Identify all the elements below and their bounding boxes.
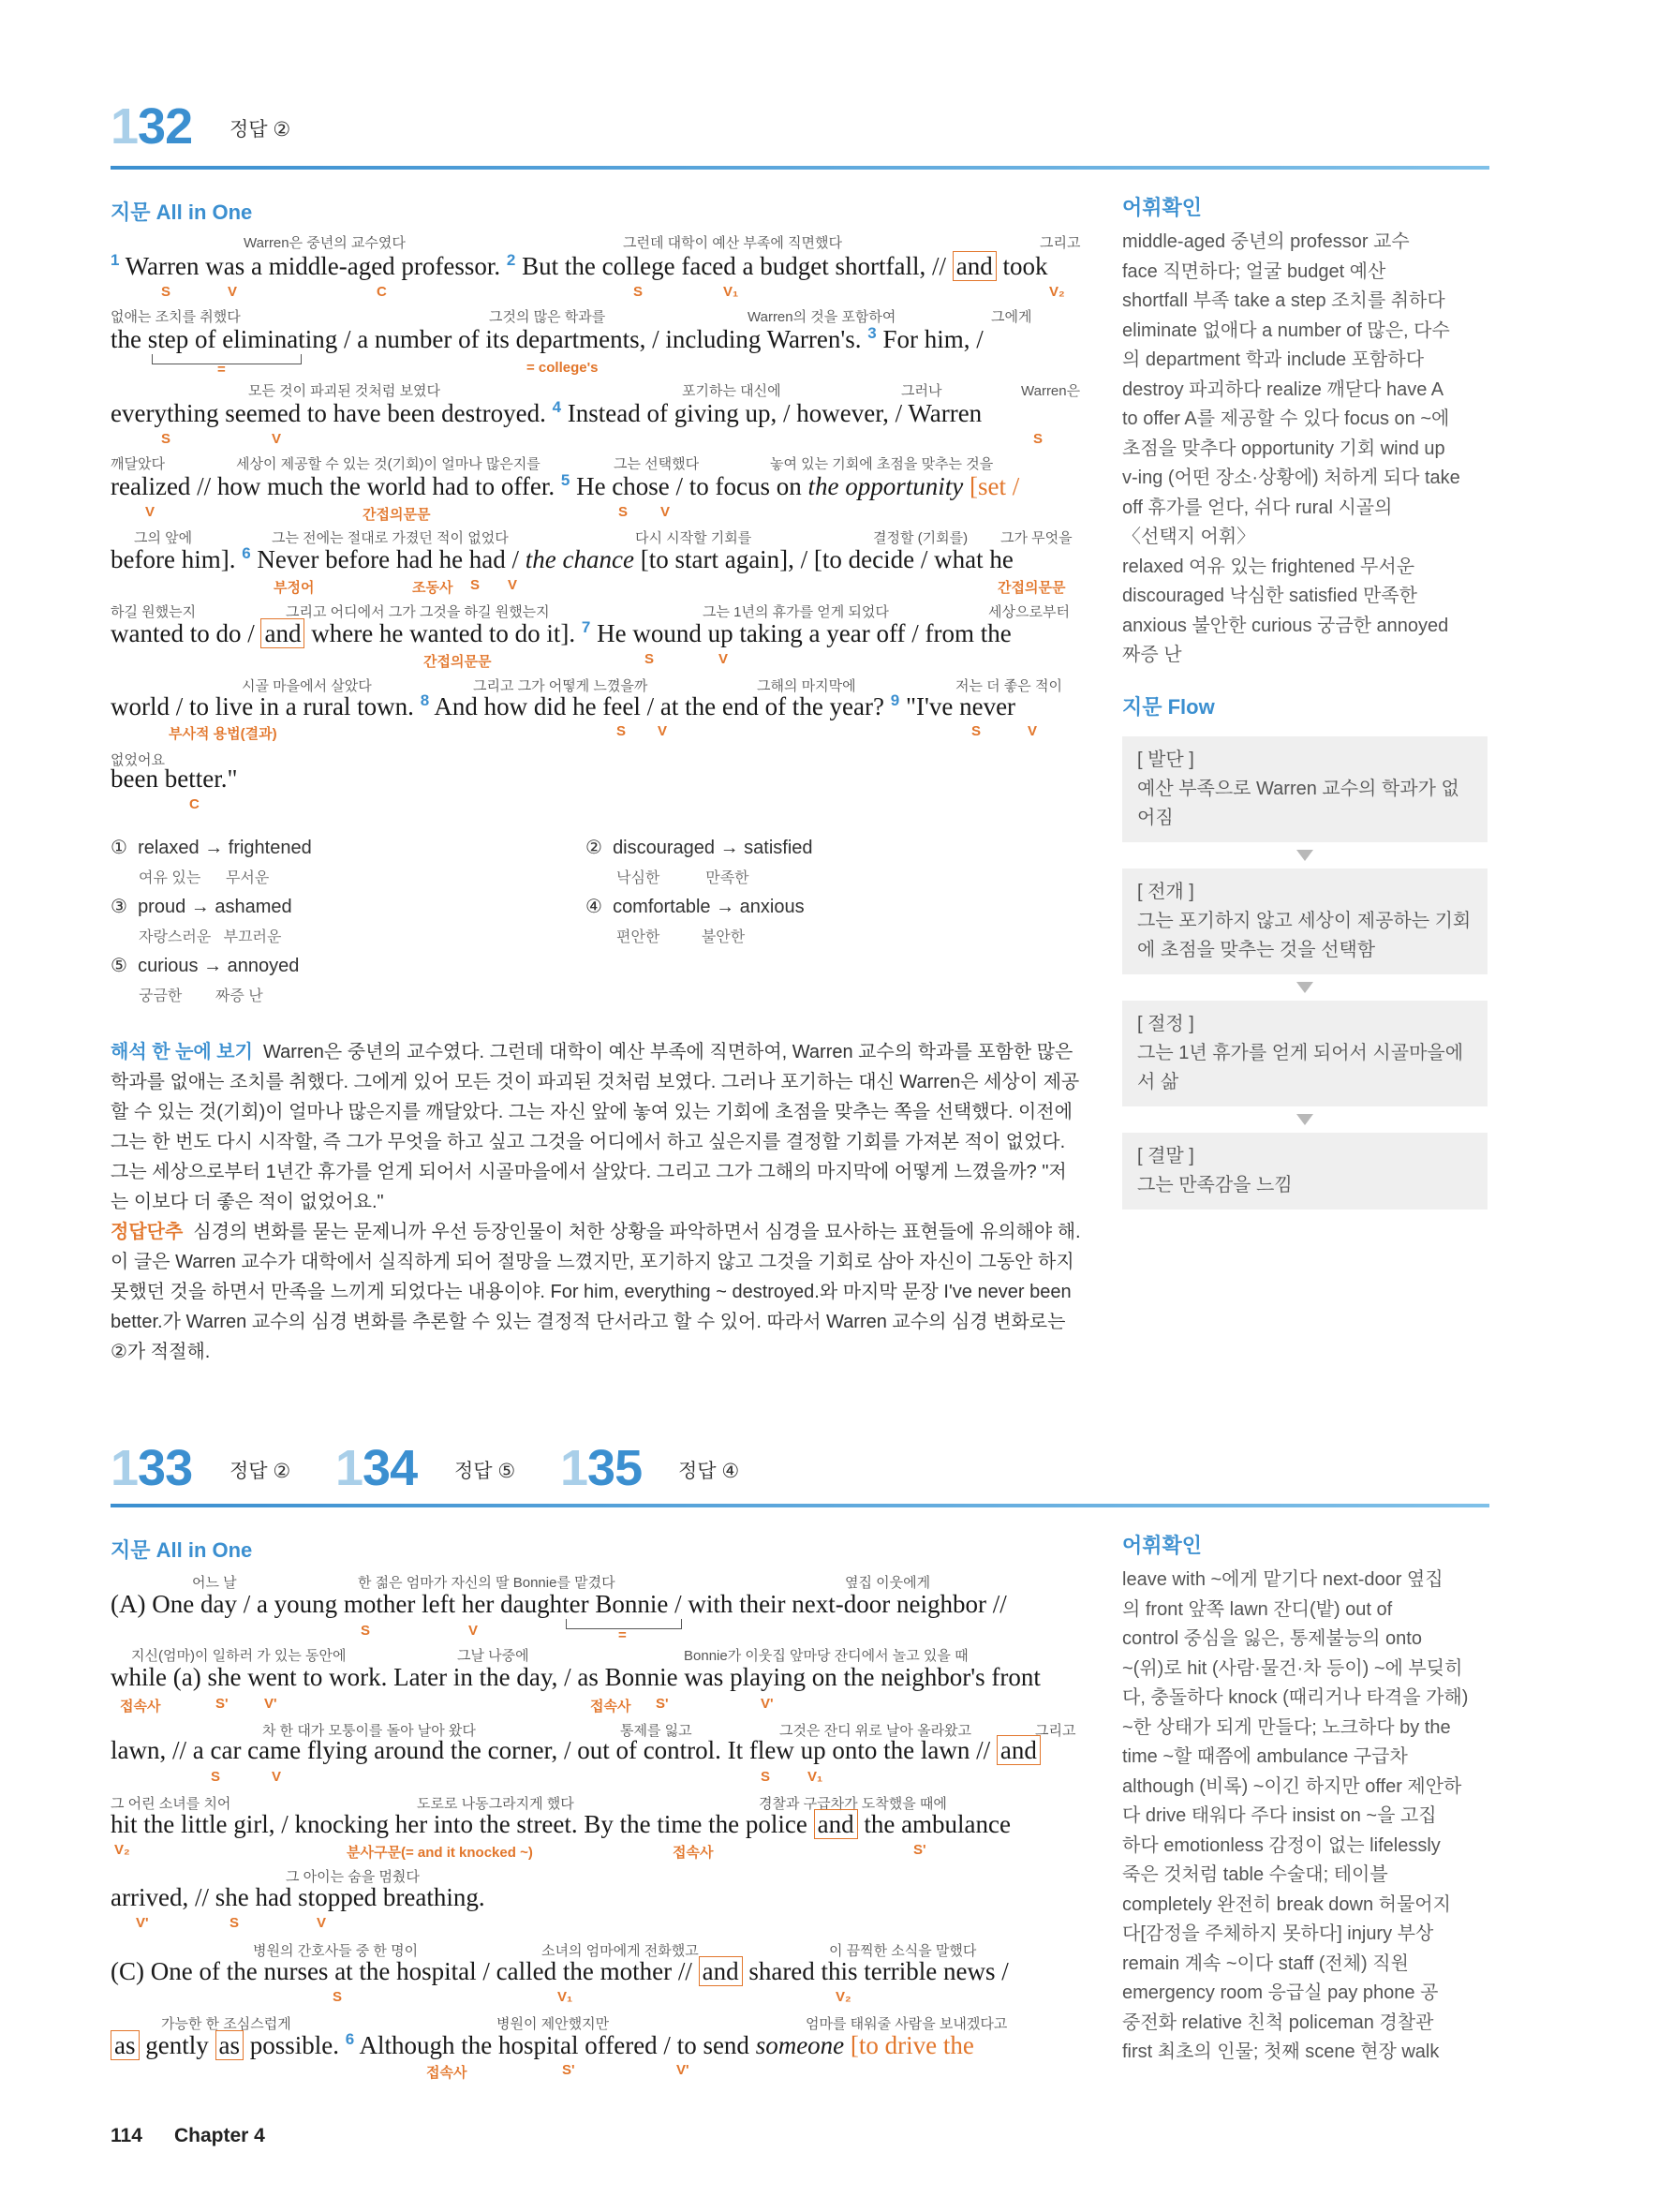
conjunction-box: as bbox=[111, 2030, 140, 2060]
gloss: 그리고 그가 어떻게 느꼈을까 bbox=[473, 678, 648, 694]
sentence-text: the step of eliminating / a number of its departments, / including Warren's. bbox=[111, 325, 862, 353]
gloss: 그것은 잔디 위로 날아 올라왔고 bbox=[779, 1723, 972, 1739]
grammar-label: V bbox=[718, 651, 729, 667]
conjunction-box: as bbox=[215, 2030, 244, 2060]
sentence-line bbox=[111, 691, 1015, 721]
vocab-line: 하다 emotionless 감정이 없는 lifelessly bbox=[1122, 1834, 1441, 1856]
vocab-line: emergency room 응급실 pay phone 공 bbox=[1122, 1982, 1439, 2003]
gloss: 하길 원했는지 bbox=[111, 604, 197, 620]
grammar-label: V₂ bbox=[114, 1842, 130, 1858]
vocab-line: 중전화 relative 친척 policeman 경찰관 bbox=[1122, 2012, 1434, 2033]
vocab-line: control 중심을 잃은, 통제불능의 onto bbox=[1122, 1628, 1422, 1649]
question-number-prefix: 1 bbox=[111, 98, 139, 155]
sentence-text: Never before had he had / bbox=[257, 545, 520, 573]
explanation-132 bbox=[111, 1037, 1081, 1367]
conjunction-box: and bbox=[260, 618, 304, 648]
choice-id: ① bbox=[111, 838, 127, 858]
gloss: 도로로 나동그라지게 했다 bbox=[417, 1796, 574, 1812]
grammar-label: V' bbox=[761, 1696, 774, 1712]
choice-4[interactable] bbox=[585, 895, 805, 918]
gloss: 병원이 제안했지만 bbox=[496, 2016, 610, 2032]
gloss: 엄마를 태워줄 사람을 보내겠다고 bbox=[806, 2016, 1008, 2032]
gloss: 그리고 bbox=[1035, 1723, 1076, 1739]
sentence-line bbox=[111, 251, 1047, 281]
flow-step-tag: [ 절정 ] bbox=[1137, 1014, 1194, 1034]
grammar-label: V bbox=[660, 504, 671, 520]
sentence-line bbox=[111, 2030, 974, 2060]
flow-step-4 bbox=[1122, 1133, 1488, 1210]
vocab-line: anxious 불안한 curious 궁금한 annoyed bbox=[1122, 615, 1449, 636]
sentence-text: arrived, // she had stopped breathing. bbox=[111, 1883, 485, 1911]
sentence-text: [set / bbox=[970, 472, 1020, 500]
answer-label-135: 정답 ④ bbox=[678, 1461, 740, 1482]
grammar-label: S bbox=[361, 1623, 371, 1639]
gloss: 포기하는 대신에 bbox=[682, 383, 781, 399]
sentence-line bbox=[111, 544, 1014, 574]
header-rule bbox=[111, 1504, 1489, 1507]
sentence-line bbox=[111, 1590, 1007, 1619]
vocab-line: relaxed 여유 있는 frightened 무서운 bbox=[1122, 556, 1415, 577]
grammar-label: 접속사 bbox=[590, 1699, 631, 1715]
sentence-text: everything seemed to have been destroyed. bbox=[111, 399, 546, 427]
gloss: 결정할 (기회를) bbox=[873, 530, 969, 546]
vocab-line: 다 drive 태워다 주다 insist on ~을 고집 bbox=[1122, 1805, 1437, 1826]
grammar-label: C bbox=[189, 796, 200, 812]
sentence-line bbox=[111, 618, 1012, 648]
flow-step-text: 예산 부족으로 Warren 교수의 학과가 없어짐 bbox=[1137, 779, 1459, 828]
sentence-text-italic: someone bbox=[755, 2031, 845, 2059]
gloss: 세상으로부터 bbox=[988, 604, 1070, 620]
flow-step-text: 그는 만족감을 느낌 bbox=[1137, 1175, 1293, 1195]
grammar-label: S bbox=[633, 284, 644, 300]
grammar-label: V bbox=[272, 1769, 282, 1785]
grammar-label: V bbox=[508, 577, 518, 593]
choice-gloss: 자랑스러운 부끄러운 bbox=[139, 929, 282, 945]
gloss: 그리고 어디에서 그가 그것을 하길 원했는지 bbox=[286, 604, 550, 620]
vocab-line: 짜증 난 bbox=[1122, 645, 1182, 665]
chapter-label: Chapter 4 bbox=[174, 2125, 265, 2146]
gloss: 저는 더 좋은 적이 bbox=[955, 678, 1062, 694]
sentence-number: 6 bbox=[345, 2030, 355, 2048]
grammar-label: 접속사 bbox=[673, 1845, 714, 1861]
sentence-text: before him]. bbox=[111, 545, 236, 573]
grammar-label: = college's bbox=[526, 360, 599, 376]
grammar-label: 조동사 bbox=[412, 580, 453, 596]
sentence-text: (A) One day / a young mother left her daughter Bonnie / with their next-door neighbor // bbox=[111, 1590, 1007, 1618]
choice-text: relaxed → frightened bbox=[138, 838, 312, 858]
header-rule bbox=[111, 166, 1489, 170]
sentence-text: took bbox=[1002, 252, 1048, 280]
gloss: 옆집 이웃에게 bbox=[845, 1575, 931, 1591]
sentence-number: 2 bbox=[506, 251, 516, 269]
answer-label-134: 정답 ⑤ bbox=[454, 1461, 516, 1482]
grammar-label: 간접의문문 bbox=[423, 654, 492, 670]
grammar-label: 간접의문문 bbox=[998, 580, 1066, 596]
gloss: 세상이 제공할 수 있는 것(기회)이 얼마나 많은지를 bbox=[236, 456, 540, 472]
flow-step-tag: [ 전개 ] bbox=[1137, 882, 1194, 902]
sentence-text: Warren was a middle-aged professor. bbox=[125, 252, 501, 280]
sentence-text: But the college faced a budget shortfall, // bbox=[522, 252, 946, 280]
question-number-prefix: 1 bbox=[560, 1440, 588, 1496]
gloss: 그날 나중에 bbox=[457, 1648, 529, 1664]
grammar-label: S bbox=[971, 723, 982, 739]
vocab-line: discouraged 낙심한 satisfied 만족한 bbox=[1122, 586, 1417, 606]
choice-text: curious → annoyed bbox=[138, 956, 300, 976]
question-number-rest: 32 bbox=[138, 98, 193, 155]
arrow-down-icon bbox=[1296, 982, 1313, 993]
gloss: 그에게 bbox=[991, 309, 1032, 325]
vocab-line: 죽은 것처럼 table 수술대; 테이블 bbox=[1122, 1864, 1388, 1885]
sentence-text-italic: the chance bbox=[525, 545, 634, 573]
section-title-all-in-one: 지문 All in One bbox=[111, 1538, 253, 1562]
gloss: 깨달았다 bbox=[111, 456, 165, 472]
question-number-134 bbox=[335, 1439, 417, 1497]
gloss: 차 한 대가 모퉁이를 돌아 날아 왔다 bbox=[262, 1723, 476, 1739]
grammar-label: V bbox=[658, 723, 668, 739]
gloss: 한 젊은 엄마가 자신의 딸 Bonnie를 맡겼다 bbox=[358, 1575, 615, 1591]
gloss: 그가 무엇을 bbox=[1000, 530, 1073, 546]
grammar-label: S bbox=[161, 284, 171, 300]
grammar-label: = bbox=[618, 1627, 627, 1643]
choice-3[interactable] bbox=[111, 895, 292, 918]
vocab-list-133 bbox=[1122, 1566, 1497, 2068]
hint-title: 정답단추 bbox=[111, 1222, 184, 1242]
choice-gloss: 궁금한 짜증 난 bbox=[139, 988, 263, 1004]
grammar-label: S bbox=[644, 651, 655, 667]
choice-2[interactable] bbox=[585, 836, 813, 859]
grammar-label: V bbox=[228, 284, 238, 300]
sentence-number: 7 bbox=[581, 618, 591, 636]
flow-step-1 bbox=[1122, 736, 1488, 842]
gloss: 그해의 마지막에 bbox=[757, 678, 856, 694]
grammar-label: 부정어 bbox=[274, 580, 315, 596]
question-number-rest: 33 bbox=[138, 1440, 193, 1496]
vocab-line: first 최초의 인물; 첫째 scene 현장 walk bbox=[1122, 2041, 1440, 2062]
vocab-line: leave with ~에게 맡기다 next-door 옆집 bbox=[1122, 1569, 1444, 1590]
choice-text: discouraged → satisfied bbox=[613, 838, 813, 858]
grammar-label: V' bbox=[676, 2062, 689, 2078]
vocab-line: shortfall 부족 take a step 조치를 취하다 bbox=[1122, 290, 1445, 311]
vocab-line: ~한 상태가 되게 만들다; 노크하다 by the bbox=[1122, 1716, 1451, 1738]
grammar-label: S bbox=[1033, 431, 1044, 447]
grammar-label: 분사구문(= and it knocked ~) bbox=[347, 1845, 533, 1861]
gloss: 놓여 있는 기회에 초점을 맞추는 것을 bbox=[770, 456, 994, 472]
gloss: 그의 앞에 bbox=[134, 530, 193, 546]
sentence-line bbox=[111, 471, 1019, 501]
choice-text: comfortable → anxious bbox=[613, 897, 805, 917]
conjunction-box: and bbox=[997, 1735, 1041, 1765]
sentence-text: gently bbox=[145, 2031, 209, 2059]
section-title-all-in-one: 지문 All in One bbox=[111, 200, 253, 224]
grammar-label: V₂ bbox=[836, 1989, 851, 2005]
vocab-line: 다, 충돌하다 knock (때리거나 타격을 가해) bbox=[1122, 1687, 1469, 1708]
flow-step-3 bbox=[1122, 1001, 1488, 1106]
gloss: 모든 것이 파괴된 것처럼 보였다 bbox=[248, 383, 441, 399]
gloss: 지신(엄마)이 일하러 가 있는 동안에 bbox=[131, 1648, 347, 1664]
sentence-number: 6 bbox=[242, 544, 251, 562]
sentence-number: 8 bbox=[420, 691, 430, 709]
choice-gloss: 낙심한 만족한 bbox=[616, 870, 749, 886]
sentence-text: been better." bbox=[111, 765, 238, 793]
grammar-label: V' bbox=[264, 1696, 277, 1712]
sentence-text-italic: the opportunity bbox=[807, 472, 964, 500]
sentence-text: For him, / bbox=[882, 325, 984, 353]
gloss: Bonnie가 이웃집 앞마당 잔디에서 놀고 있을 때 bbox=[684, 1648, 969, 1664]
vocab-line: 의 front 앞쪽 lawn 잔디(밭) out of bbox=[1122, 1598, 1393, 1620]
flow-step-tag: [ 결말 ] bbox=[1137, 1146, 1194, 1166]
sentence-text: [to drive the bbox=[850, 2031, 974, 2059]
gloss: Warren의 것을 포함하여 bbox=[748, 309, 896, 325]
sentence-text: world / to live in a rural town. bbox=[111, 692, 414, 720]
grammar-label: V₁ bbox=[723, 284, 739, 300]
grammar-label: V₁ bbox=[807, 1769, 823, 1785]
sentence-text: He chose / to focus on bbox=[576, 472, 802, 500]
choice-id: ③ bbox=[111, 897, 127, 917]
question-number-132 bbox=[111, 97, 192, 156]
gloss: 그 어린 소녀를 치어 bbox=[111, 1796, 231, 1812]
gloss: 그는 1년의 휴가를 얻게 되었다 bbox=[703, 604, 889, 620]
vocab-line: although (비록) ~이긴 하지만 offer 제안하 bbox=[1122, 1775, 1462, 1797]
grammar-label: S bbox=[211, 1769, 221, 1785]
flow-step-tag: [ 발단 ] bbox=[1137, 750, 1194, 770]
gloss: 이 끔찍한 소식을 말했다 bbox=[829, 1943, 977, 1959]
question-number-133 bbox=[111, 1439, 192, 1497]
sentence-number: 1 bbox=[111, 251, 120, 269]
sentence-text: He wound up taking a year off / from the bbox=[597, 619, 1012, 647]
flow-title: 지문 Flow bbox=[1122, 695, 1215, 719]
sentence-text: hit the little girl, / knocking her into the street. By the time the police bbox=[111, 1810, 807, 1838]
sentence-text: while (a) she went to work. Later in the day, / as Bonnie was playing on the neighbor's front bbox=[111, 1663, 1041, 1691]
sentence-text: shared this terrible news / bbox=[748, 1957, 1009, 1985]
vocab-line: 다[감정을 주체하지 못하다] injury 부상 bbox=[1122, 1923, 1434, 1944]
choice-gloss: 여유 있는 무서운 bbox=[139, 870, 270, 886]
flow-step-text: 그는 1년 휴가를 얻게 되어서 시골마을에서 삶 bbox=[1137, 1043, 1464, 1092]
grammar-label: 부사적 용법(결과) bbox=[169, 726, 277, 742]
gloss: Warren은 중년의 교수였다 bbox=[244, 235, 406, 251]
vocab-line: ~(위)로 hit (사람·물건·차 등이) ~에 부딪히 bbox=[1122, 1657, 1463, 1679]
sentence-line bbox=[111, 324, 984, 354]
sentence-line bbox=[111, 1736, 1041, 1765]
vocab-title: 어휘확인 bbox=[1122, 1534, 1203, 1557]
sentence-text: the ambulance bbox=[864, 1810, 1012, 1838]
question-number-135 bbox=[560, 1439, 642, 1497]
vocab-list-132 bbox=[1122, 228, 1497, 671]
explanation-title: 해석 한 눈에 보기 bbox=[111, 1042, 253, 1062]
flow-step-2 bbox=[1122, 868, 1488, 974]
sentence-text: Instead of giving up, / however, / Warren bbox=[567, 399, 983, 427]
vocab-line: to offer A를 제공할 수 있다 focus on ~에 bbox=[1122, 408, 1450, 429]
gloss: 소녀의 엄마에게 전화했고 bbox=[541, 1943, 699, 1959]
answer-label-132: 정답 ② bbox=[229, 119, 291, 141]
question-number-rest: 34 bbox=[363, 1440, 418, 1496]
vocab-line: face 직면하다; 얼굴 budget 예산 bbox=[1122, 260, 1386, 282]
vocab-line: 〈선택지 어휘〉 bbox=[1122, 527, 1256, 547]
sentence-line bbox=[111, 1957, 1009, 1986]
grammar-label: = bbox=[217, 362, 226, 378]
gloss: 그는 선택했다 bbox=[614, 456, 700, 472]
grammar-label: V₁ bbox=[557, 1989, 573, 2005]
answer-label-133: 정답 ② bbox=[229, 1461, 291, 1482]
grammar-label: 간접의문문 bbox=[363, 507, 431, 523]
grammar-label: V' bbox=[136, 1915, 149, 1931]
vocab-line: off 휴가를 얻다, 쉬다 rural 시골의 bbox=[1122, 497, 1393, 518]
choice-gloss: 편안한 불안한 bbox=[616, 929, 746, 945]
apposition-bracket bbox=[152, 354, 302, 364]
gloss: 시골 마을에서 살았다 bbox=[242, 678, 372, 694]
choice-text: proud → ashamed bbox=[138, 897, 292, 917]
grammar-label: V bbox=[145, 504, 155, 520]
sentence-text: [to start again], / [to decide / what he bbox=[640, 545, 1014, 573]
grammar-label: 접속사 bbox=[426, 2065, 467, 2081]
gloss: 그 아이는 숨을 멈췄다 bbox=[286, 1869, 420, 1885]
arrow-down-icon bbox=[1296, 850, 1313, 861]
choice-id: ④ bbox=[585, 897, 602, 917]
conjunction-box: and bbox=[953, 251, 997, 281]
sentence-number: 9 bbox=[890, 691, 900, 709]
grammar-label: S bbox=[616, 723, 627, 739]
gloss: 그러나 bbox=[901, 383, 942, 399]
choice-id: ⑤ bbox=[111, 956, 127, 976]
vocab-line: 의 department 학과 include 포함하다 bbox=[1122, 349, 1425, 370]
vocab-title: 어휘확인 bbox=[1122, 196, 1203, 219]
vocab-line: 초점을 맞추다 opportunity 기회 wind up bbox=[1122, 438, 1445, 459]
gloss: 없애는 조치를 취했다 bbox=[111, 309, 241, 325]
grammar-label: S bbox=[470, 577, 481, 593]
grammar-label: S' bbox=[656, 1696, 669, 1712]
arrow-down-icon bbox=[1296, 1114, 1313, 1125]
sentence-line bbox=[111, 765, 237, 794]
grammar-label: 접속사 bbox=[120, 1699, 161, 1715]
sentence-text: Although the hospital offered / to send bbox=[359, 2031, 749, 2059]
choice-5[interactable] bbox=[111, 954, 299, 977]
vocab-line: v-ing (어떤 장소·상황에) 처하게 되다 take bbox=[1122, 468, 1460, 488]
sentence-text: lawn, // a car came flying around the corner, / out of control. It flew up onto the lawn // bbox=[111, 1736, 991, 1764]
page-number: 114 bbox=[111, 2125, 142, 2146]
grammar-label: S bbox=[618, 504, 629, 520]
sentence-line bbox=[111, 1663, 1041, 1692]
sentence-number: 3 bbox=[867, 324, 877, 342]
grammar-label: S bbox=[229, 1915, 240, 1931]
sentence-text: where he wanted to do it]. bbox=[311, 619, 576, 647]
sentence-number: 5 bbox=[560, 471, 570, 489]
question-number-rest: 35 bbox=[587, 1440, 643, 1496]
hint-body: 심경의 변화를 묻는 문제니까 우선 등장인물이 처한 상황을 파악하면서 심경을 묘사하는 표현들에 유의해야 해. 이 글은 Warren 교수가 대학에서 실직하게 되어 절망을 느꼈지만, 포기하지 않고 그것을 기회로 삼아 자신이 그동안 하지 못했던 것을 하면서 만족을 느끼게 되었다는 내용이야. For him, everything ~ destroyed.와 마지막 문장 I've never been better.가 Warren 교수의 심경 변화를 추론할 수 있는 결정적 단서라고 할 수 있어. 따라서 Warren 교수의 심경 변화로는 ②가 적절해. bbox=[111, 1222, 1081, 1362]
grammar-label: V bbox=[272, 431, 282, 447]
vocab-line: destroy 파괴하다 realize 깨닫다 have A bbox=[1122, 379, 1444, 400]
sentence-line bbox=[111, 1883, 485, 1912]
gloss: 가능한 한 조심스럽게 bbox=[161, 2016, 291, 2032]
gloss: 다시 시작할 기회를 bbox=[635, 530, 752, 546]
sentence-number: 4 bbox=[552, 398, 562, 416]
gloss: 그리고 bbox=[1040, 235, 1081, 251]
question-number-prefix: 1 bbox=[335, 1440, 363, 1496]
gloss: 그런데 대학이 예산 부족에 직면했다 bbox=[623, 235, 843, 251]
gloss: 경찰과 구급차가 도착했을 때에 bbox=[759, 1796, 947, 1812]
sentence-text: (C) One of the nurses at the hospital / called the mother // bbox=[111, 1957, 692, 1985]
grammar-label: V bbox=[317, 1915, 327, 1931]
grammar-label: V bbox=[1028, 723, 1038, 739]
choice-1[interactable] bbox=[111, 836, 312, 859]
grammar-label: S' bbox=[215, 1696, 229, 1712]
grammar-label: S bbox=[333, 1989, 343, 2005]
vocab-line: eliminate 없애다 a number of 많은, 다수 bbox=[1122, 319, 1450, 341]
explanation-body: Warren은 중년의 교수였다. 그런데 대학이 예산 부족에 직면하여, Warren 교수의 학과를 포함한 많은 학과를 없애는 조치를 취했다. 그에게 있어 모든 것이 파괴된 것처럼 보였다. 그러나 포기하는 대신 Warren은 세상이 제공할 수 있는 것(기회)이 얼마나 많은지를 깨달았다. 그는 자신 앞에 놓여 있는 기회에 초점을 맞추는 쪽을 선택했다. 이전에 그는 한 번도 다시 시작할, 즉 그가 무엇을 하고 싶고 그것을 어디에서 하고 싶은지를 결정할 기회를 가져본 적이 없었다. 그는 세상으로부터 1년간 휴가를 얻게 되어서 시골마을에서 살았다. 그리고 그가 그해의 마지막에 어떻게 느꼈을까? "저는 이보다 더 좋은 적이 없었어요." bbox=[111, 1042, 1080, 1212]
vocab-line: middle-aged 중년의 professor 교수 bbox=[1122, 231, 1410, 252]
gloss: 없었어요 bbox=[111, 752, 165, 768]
flow-step-text: 그는 포기하지 않고 세상이 제공하는 기회에 초점을 맞추는 것을 선택함 bbox=[1137, 911, 1472, 960]
sentence-text: possible. bbox=[249, 2031, 340, 2059]
sentence-text: And how did he feel / at the end of the year? bbox=[434, 692, 884, 720]
grammar-label: V₂ bbox=[1049, 284, 1065, 300]
gloss: Warren은 bbox=[1021, 383, 1081, 399]
vocab-line: completely 완전히 break down 허물어지 bbox=[1122, 1893, 1451, 1915]
conjunction-box: and bbox=[814, 1809, 858, 1839]
vocab-line: remain 계속 ~이다 staff (전체) 직원 bbox=[1122, 1952, 1409, 1974]
gloss: 통제를 잃고 bbox=[620, 1723, 692, 1739]
sentence-text: realized // how much the world had to offer. bbox=[111, 472, 555, 500]
gloss: 병원의 간호사들 중 한 명이 bbox=[253, 1943, 419, 1959]
sentence-text: wanted to do / bbox=[111, 619, 255, 647]
grammar-label: V bbox=[468, 1623, 479, 1639]
vocab-line: time ~할 때쯤에 ambulance 구급차 bbox=[1122, 1746, 1408, 1767]
choice-id: ② bbox=[585, 838, 602, 858]
sentence-line bbox=[111, 1810, 1011, 1839]
gloss: 어느 날 bbox=[192, 1575, 237, 1591]
gloss: 그는 전에는 절대로 가졌던 적이 없었다 bbox=[272, 530, 509, 546]
sentence-line bbox=[111, 398, 982, 428]
gloss: 그것의 많은 학과를 bbox=[489, 309, 606, 325]
sentence-text: "I've never bbox=[905, 692, 1016, 720]
grammar-label: S bbox=[161, 431, 171, 447]
grammar-label: C bbox=[377, 284, 387, 300]
conjunction-box: and bbox=[699, 1956, 743, 1986]
grammar-label: S' bbox=[562, 2062, 575, 2078]
question-number-prefix: 1 bbox=[111, 1440, 139, 1496]
flow-chart bbox=[1122, 736, 1488, 1210]
grammar-label: S' bbox=[913, 1842, 926, 1858]
grammar-label: S bbox=[761, 1769, 771, 1785]
